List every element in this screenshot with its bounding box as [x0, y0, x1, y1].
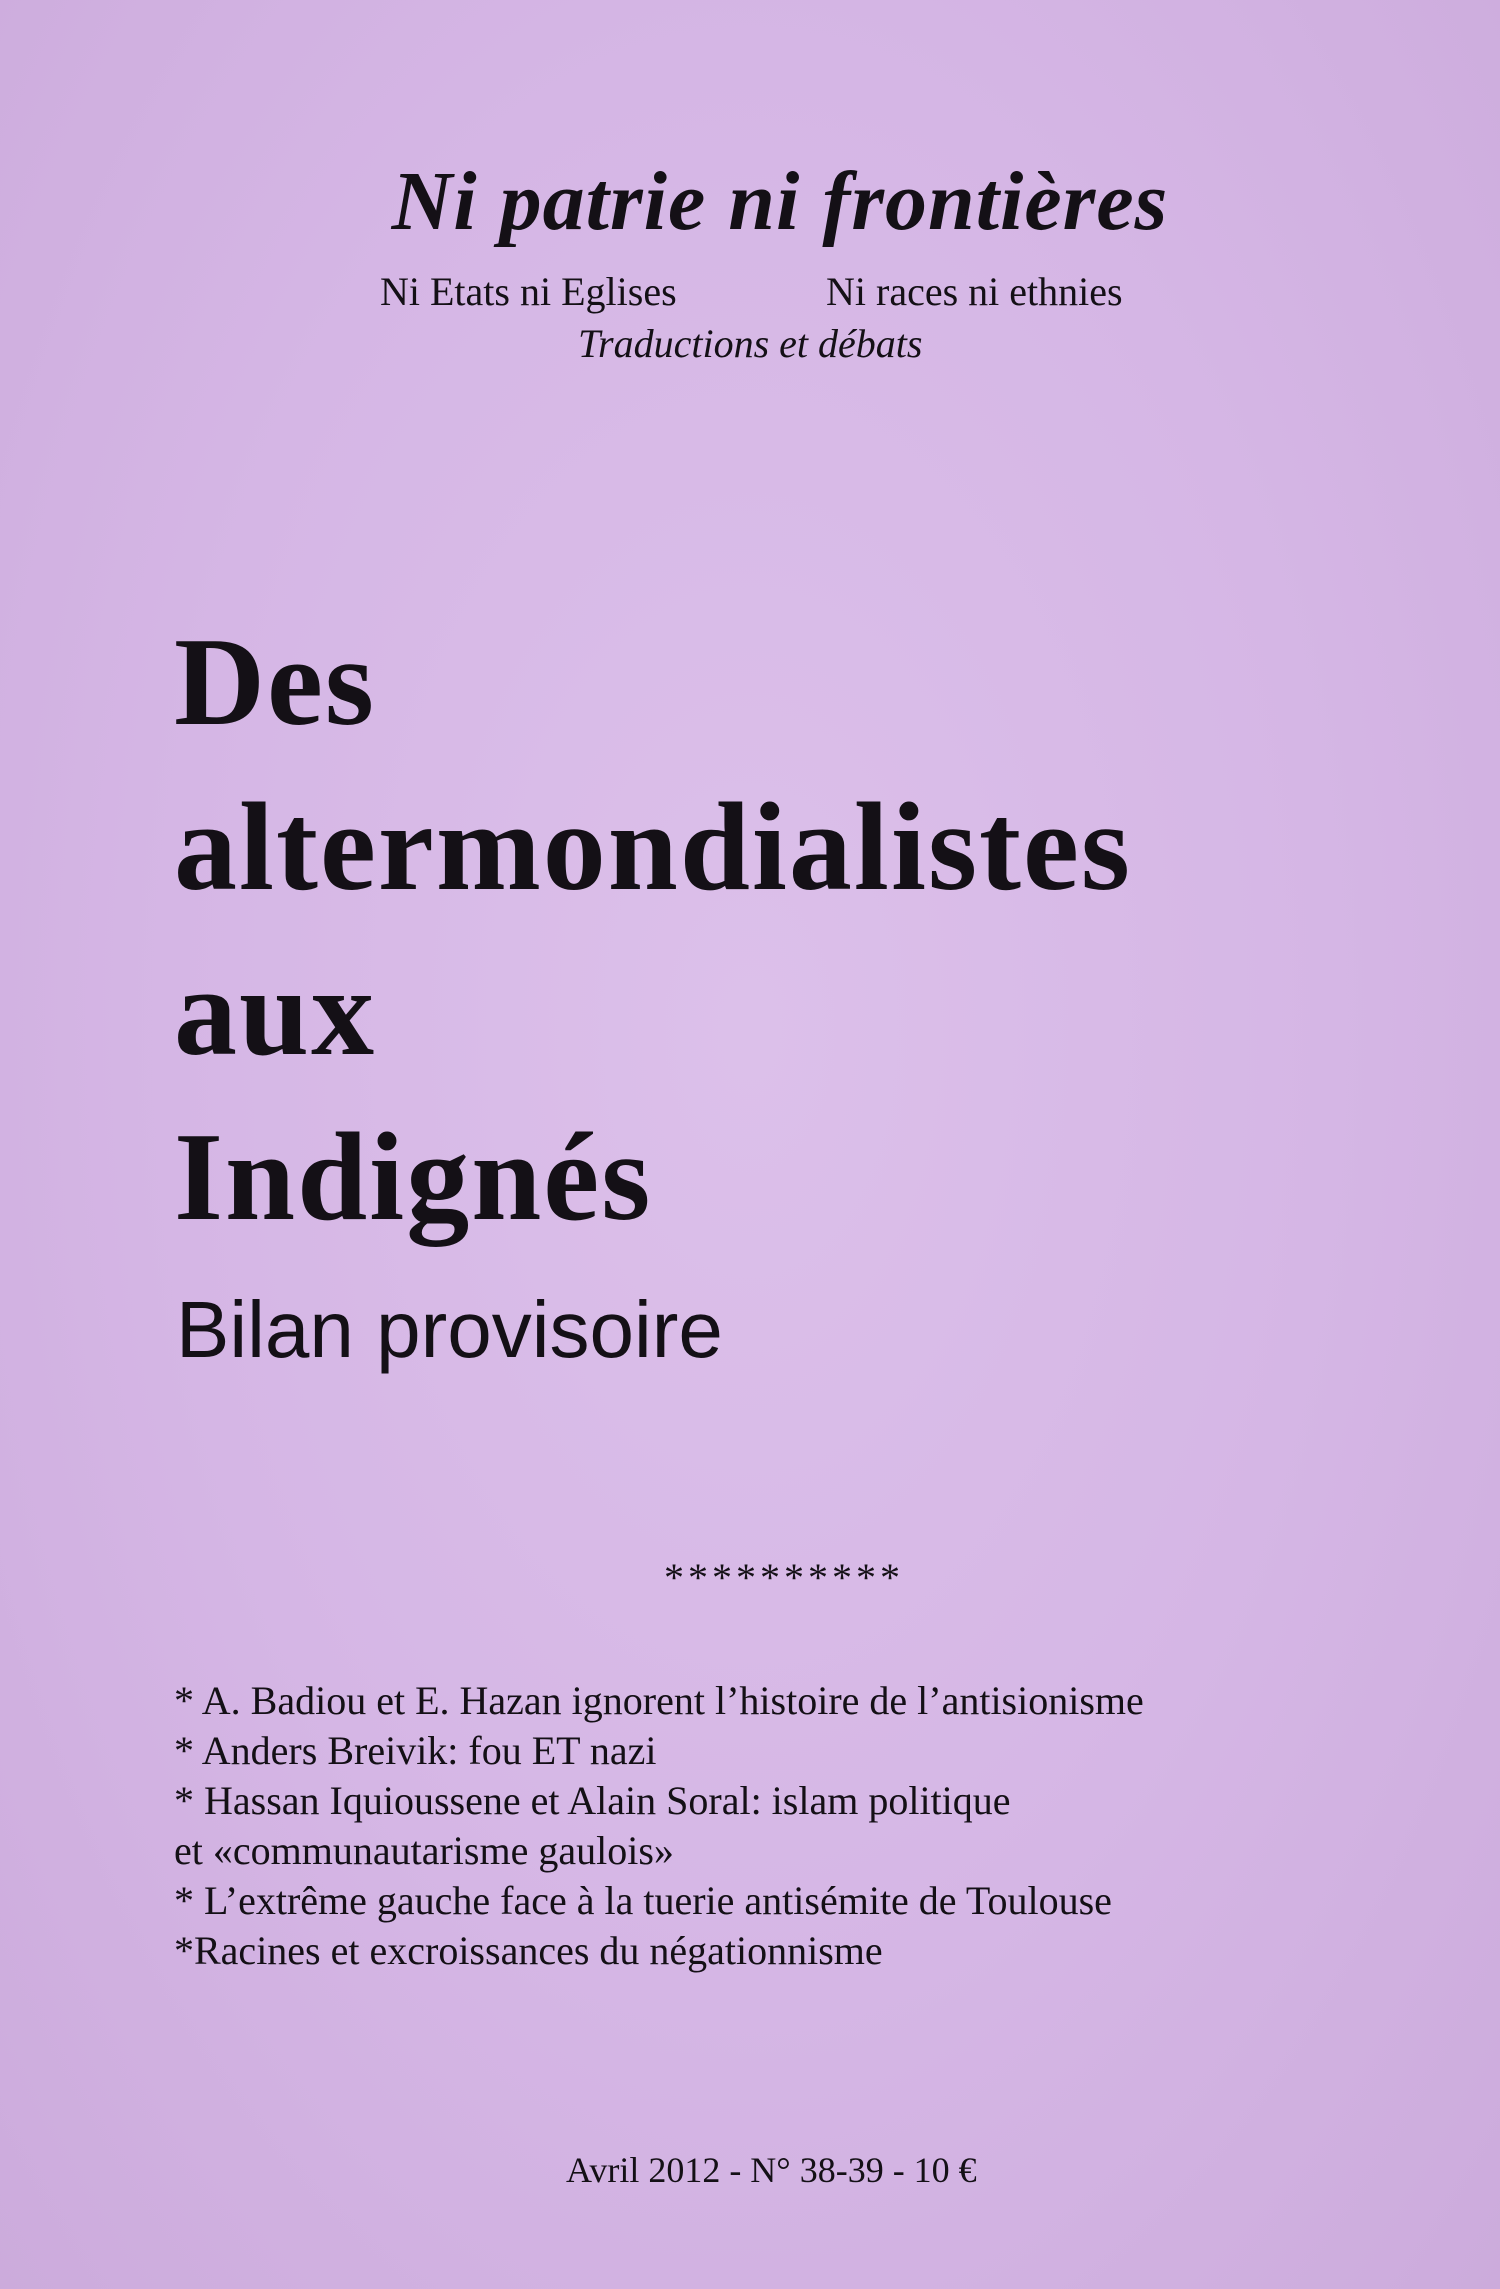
- separator-stars: **********: [664, 1555, 904, 1600]
- contents-item: et «communautarisme gaulois»: [174, 1828, 674, 1873]
- headline-line: Des: [174, 613, 376, 752]
- headline-line: aux: [174, 943, 377, 1082]
- headline-line: Indignés: [174, 1108, 653, 1247]
- issue-headline: [174, 600, 1132, 1260]
- contents-item: * Hassan Iquioussene et Alain Soral: islam politique: [174, 1778, 1011, 1823]
- journal-tagline-left: Ni Etats ni Eglises: [380, 269, 677, 314]
- journal-title: Ni patrie ni frontières: [391, 155, 1169, 248]
- journal-subtag: Traductions et débats: [578, 321, 923, 366]
- issue-subtitle: Bilan provisoire: [176, 1285, 723, 1374]
- journal-tagline-right: Ni races ni ethnies: [826, 269, 1123, 314]
- contents-item: *Racines et excroissances du négationnisme: [174, 1928, 883, 1973]
- contents-item: * L’extrême gauche face à la tuerie antisémite de Toulouse: [174, 1878, 1112, 1923]
- contents-item: * Anders Breivik: fou ET nazi: [174, 1728, 657, 1773]
- issue-footer: Avril 2012 - N° 38-39 - 10 €: [566, 2150, 977, 2190]
- contents-list: [174, 1676, 1144, 1976]
- contents-item: * A. Badiou et E. Hazan ignorent l’histoire de l’antisionisme: [174, 1678, 1144, 1723]
- headline-line: altermondialistes: [174, 778, 1132, 917]
